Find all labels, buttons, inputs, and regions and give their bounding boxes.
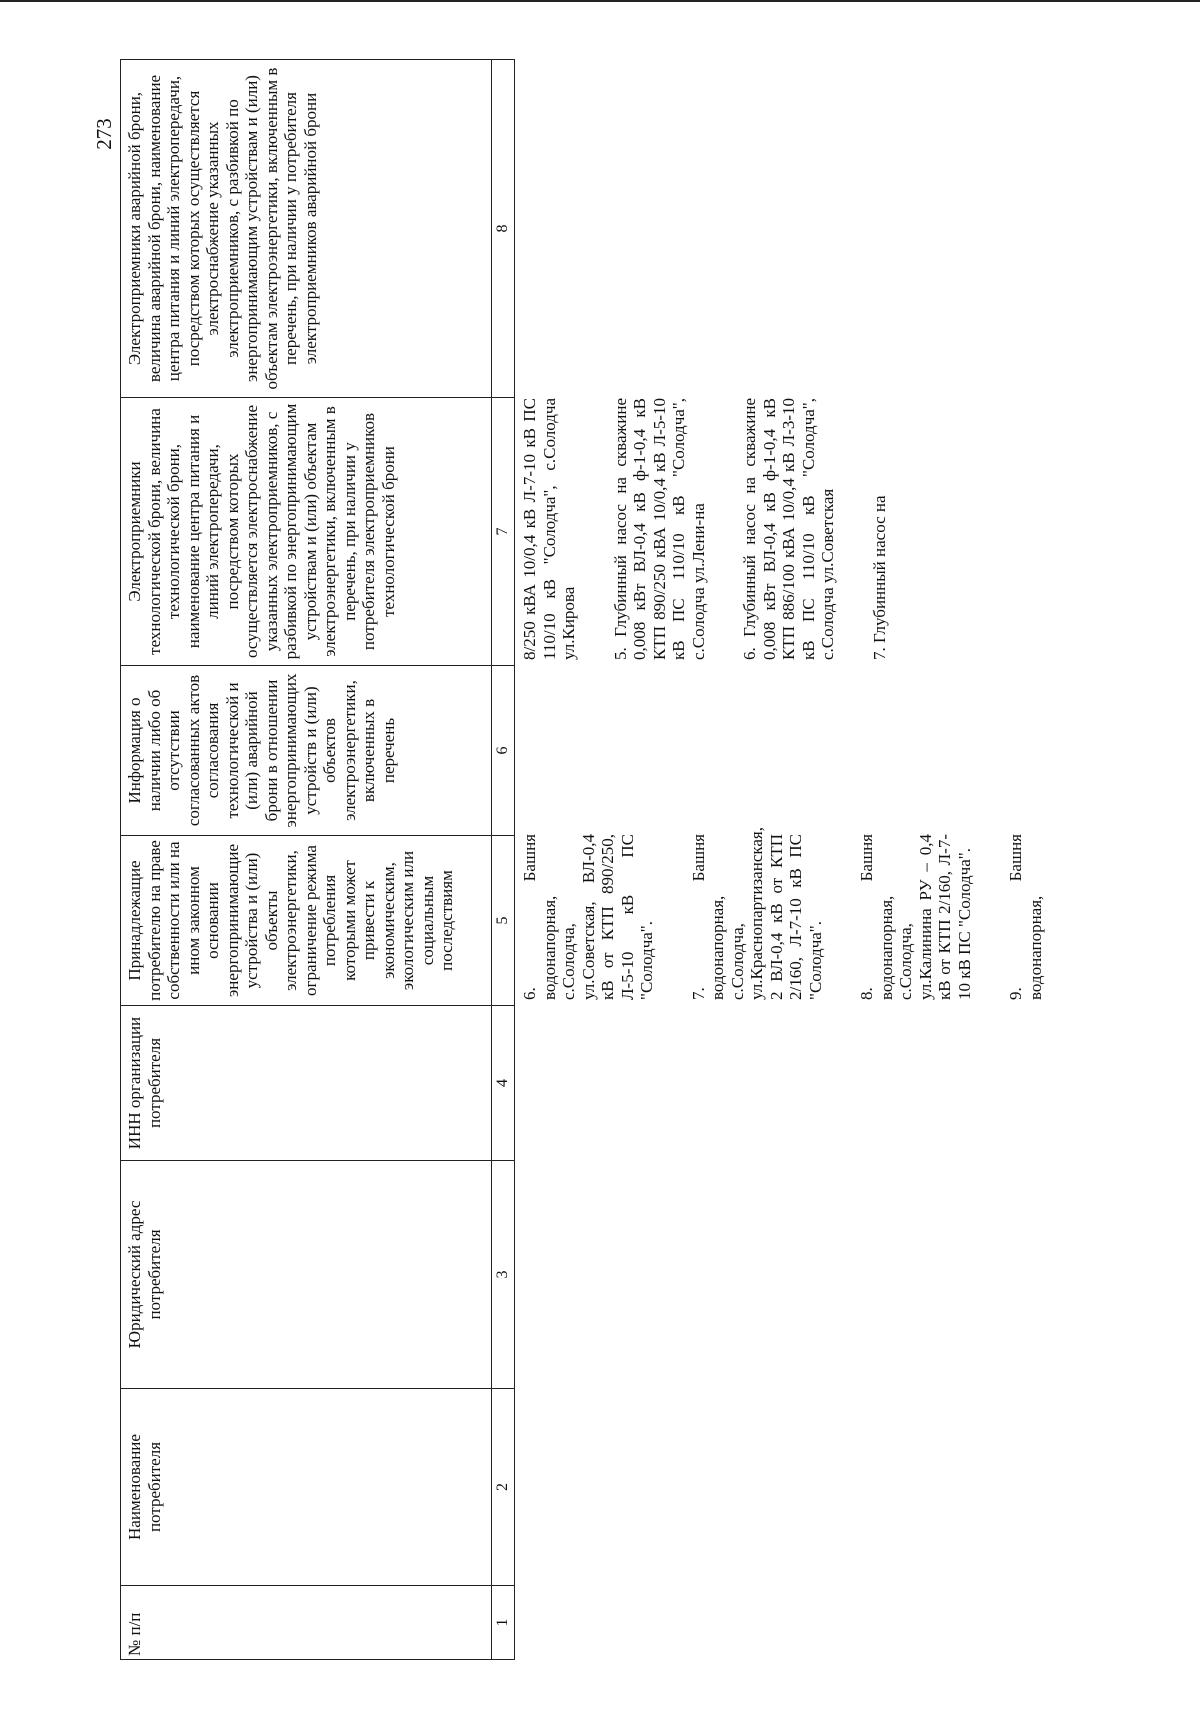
list-item: 6. Башня водонапорная, с.Солодча, ул.Советская, ВЛ-0,4 кВ от КТП 890/250, Л-5-10 кВ ПС "Солодча". [520,834,656,1000]
column7-body [520,398,889,660]
column-number: 7 [492,398,515,666]
page-number: 273 [92,118,116,150]
header-technological-reserve: Электроприемники технологической брони, величина технологической брони, наименование центра питания и линий электропередачи, посредством которых осуществляется электроснабжение указанных электроприемников, с разбивкой по энергопринимающим устройствам и (или) объектам электроэнергетики, включенным в перечень, при наличии у потребителя электроприемников технологической брони [121,398,492,666]
column-number: 3 [492,1161,515,1389]
header-number: № п/п [121,1586,492,1660]
column-number: 2 [492,1389,515,1586]
list-item: 7. Башня водонапорная, с.Солодча, ул.Краснопартизанская, 2 ВЛ-0,4 кВ от КТП 2/160, Л-7-10 кВ ПС "Солодча". [688,827,825,1000]
reservation-table [120,59,515,1660]
list-item: 5. Глубинный насос на скважине 0,008 кВт ВЛ-0,4 кВ ф-1-0,4 кВ КТП 890/250 кВА 10/0,4 кВ Л-5-10 кВ ПС 110/10 кВ "Солодча", с.Солодча ул.Лени-на [610,398,708,660]
column-number: 5 [492,836,515,1006]
header-emergency-reserve: Электроприемники аварийной брони, величина аварийной брони, наименование центра питания и линий электропередачи, посредством которых осуществляется электроснабжение указанных электроприемников, с разбивкой по энергопринимающим устройствам и (или) объектам электроэнергетики, включенным в перечень, при наличии у потребителя электроприемников аварийной брони [121,60,492,398]
list-item: 6. Глубинный насос на скважине 0,008 кВт ВЛ-0,4 кВ ф-1-0,4 кВ КТП 886/100 кВА 10/0,4 кВ Л-3-10 кВ ПС 110/10 кВ "Солодча", с.Солодча ул.Советская [740,398,837,660]
top-border-line [0,0,1200,2]
header-consumer-name: Наименование потребителя [121,1389,492,1586]
column-number-row [492,60,515,1660]
list-item: 9. Башня водонапорная, [1006,834,1045,1000]
header-agreement-info: Информация о наличии либо об отсутствии согласованных актов согласования технологической и (или) аварийной брони в отношении энергопринимающих устройств и (или) объектов электроэнергетики, включенных в перечень [121,666,492,836]
list-item: 8. Башня водонапорная, с.Солодча, ул.Калинина РУ – 0,4 кВ от КТП 2/160, Л-7-10 кВ ПС "Солодча". [857,834,974,1000]
list-item: 7. Глубинный насос на [869,495,889,660]
column-number: 8 [492,60,515,398]
list-item: 8/250 кВА 10/0,4 кВ Л-7-10 кВ ПС 110/10 кВ "Солодча", с.Солодча ул.Кирова [520,398,578,660]
rotated-document [120,60,1045,1660]
header-power-devices: Принадлежащие потребителю на праве собственности или на ином законном основании энергопринимающие устройства и (или) объекты электроэнергетики, ограничение режима потребления которыми может привести к экономическим, экологическим или социальным последствиям [121,836,492,1006]
header-row [121,60,492,1660]
column5-body [520,827,1045,1000]
column-number: 4 [492,1006,515,1161]
column-number: 1 [492,1586,515,1660]
header-inn: ИНН организации потребителя [121,1006,492,1161]
header-legal-address: Юридический адрес потребителя [121,1161,492,1389]
column-number: 6 [492,666,515,836]
